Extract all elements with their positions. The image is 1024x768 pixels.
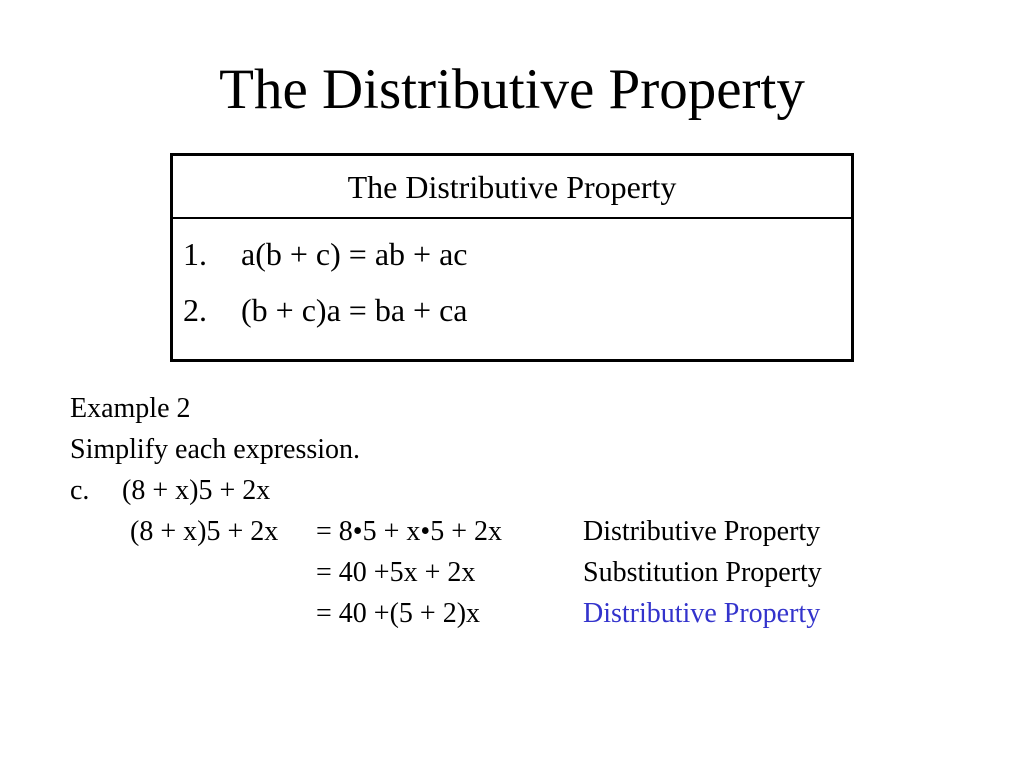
property-table [170, 153, 854, 362]
step-reason: Substitution Property [583, 557, 822, 588]
property-item-formula: a(b + c) = ab + ac [241, 236, 468, 272]
problem-expression: (8 + x)5 + 2x [122, 475, 271, 506]
solution-step [70, 552, 970, 593]
property-item-number: 2. [183, 292, 207, 328]
step-rhs: = 8•5 + x•5 + 2x [316, 516, 502, 547]
property-item [183, 290, 467, 330]
example-instruction: Simplify each expression. [70, 434, 361, 465]
example-heading: Example 2 [70, 393, 191, 424]
solution-step [70, 593, 970, 634]
step-lhs: (8 + x)5 + 2x [130, 516, 279, 547]
step-reason-highlighted: Distributive Property [583, 598, 821, 629]
property-item-number: 1. [183, 236, 207, 272]
step-rhs: = 40 +5x + 2x [316, 557, 476, 588]
slide-title: The Distributive Property [219, 58, 805, 121]
problem-letter: c. [70, 475, 90, 506]
solution-step [70, 511, 970, 552]
property-item-formula: (b + c)a = ba + ca [241, 292, 468, 328]
property-table-header: The Distributive Property [173, 156, 851, 219]
step-rhs: = 40 +(5 + 2)x [316, 598, 481, 629]
example-problem [70, 470, 270, 511]
step-reason: Distributive Property [583, 516, 821, 547]
property-item [183, 234, 467, 274]
